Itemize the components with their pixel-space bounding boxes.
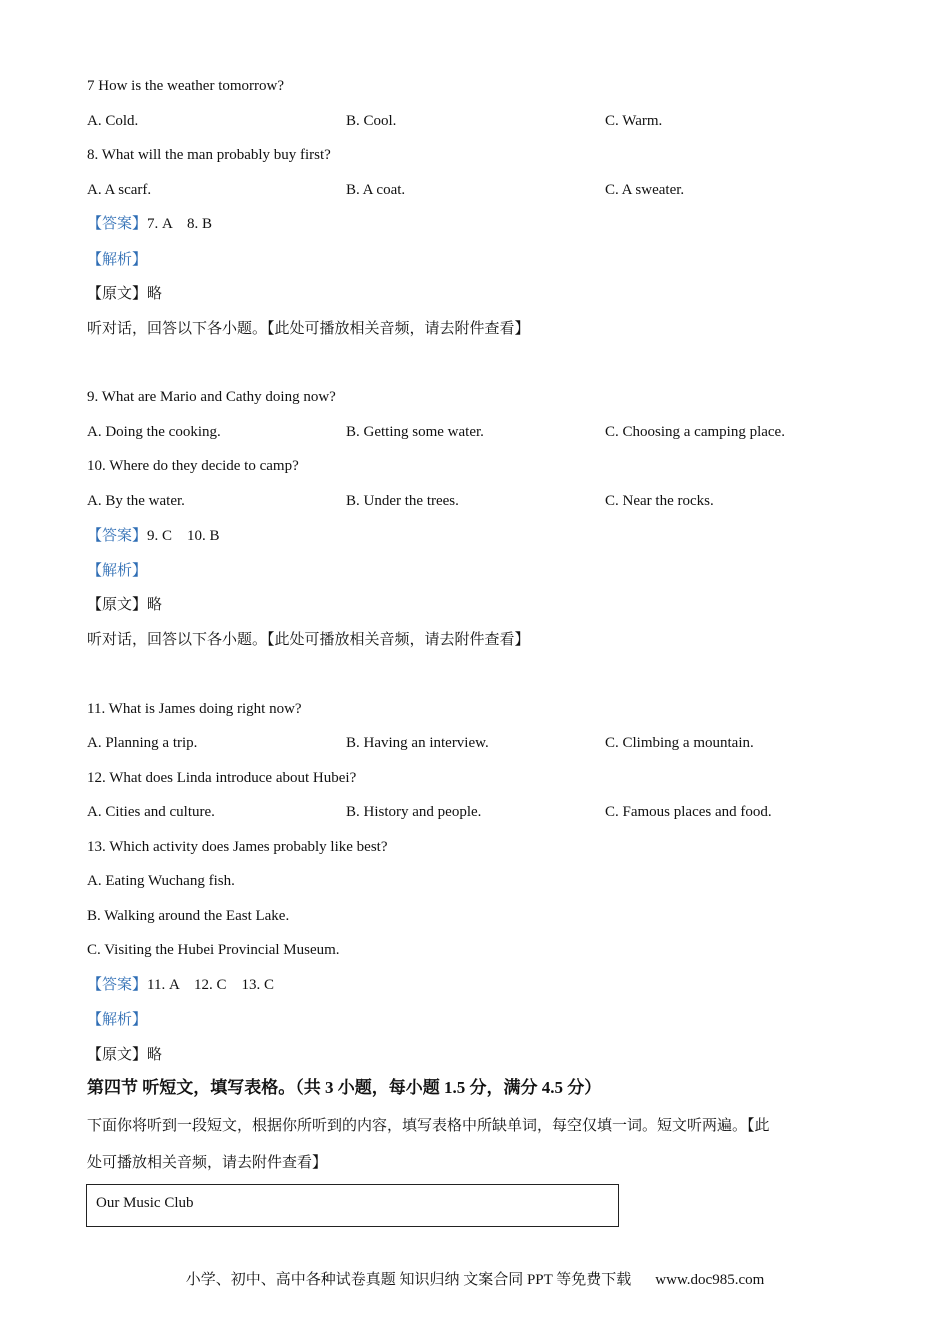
option-11b: B. Having an interview. [346,735,489,751]
footer-link[interactable]: www.doc985.com [655,1272,765,1288]
instruction-1: 听对话，回答以下各小题。【此处可播放相关音频，请去附件查看】 [87,321,530,337]
option-8c: C. A sweater. [605,182,685,198]
option-10c: C. Near the rocks. [605,493,714,509]
option-13a: A. Eating Wuchang fish. [87,873,235,889]
question-11: 11. What is James doing right now? [87,701,302,717]
explanation-tag-1: 【解析】 [87,252,148,268]
question-13: 13. Which activity does James probably like best? [87,839,388,855]
footer [0,1270,950,1290]
option-10a: A. By the water. [87,493,185,509]
option-13c: C. Visiting the Hubei Provincial Museum. [87,942,340,958]
answer-2 [87,526,220,546]
option-9a: A. Doing the cooking. [87,424,221,440]
answer-tag: 【答案】 [87,216,148,232]
question-12: 12. What does Linda introduce about Hubei? [87,770,357,786]
answer-tag: 【答案】 [87,528,148,544]
answer-text: 7. A 8. B [147,216,213,232]
option-11a: A. Planning a trip. [87,735,198,751]
table-title: Our Music Club [96,1195,194,1211]
answer-text: 9. C 10. B [147,528,220,544]
footer-text: 小学、初中、高中各种试卷真题 知识归纳 文案合同 PPT 等免费下载 [185,1272,632,1288]
section-4-heading: 第四节 听短文，填写表格。（共 3 小题，每小题 1.5 分，满分 4.5 分） [87,1078,602,1097]
option-9b: B. Getting some water. [346,424,484,440]
question-9: 9. What are Mario and Cathy doing now? [87,389,336,405]
option-8b: B. A coat. [346,182,406,198]
explanation-tag-2: 【解析】 [87,563,148,579]
option-12a: A. Cities and culture. [87,804,215,820]
option-11c: C. Climbing a mountain. [605,735,754,751]
section-4-instruction-line-2: 处可播放相关音频，请去附件查看】 [87,1155,328,1171]
option-12c: C. Famous places and food. [605,804,772,820]
option-7a: A. Cold. [87,113,139,129]
table-box [86,1184,619,1227]
answer-text: 11. A 12. C 13. C [147,977,274,993]
option-10b: B. Under the trees. [346,493,459,509]
answer-1 [87,214,212,234]
question-8: 8. What will the man probably buy first? [87,147,331,163]
answer-3 [87,975,274,995]
option-9c: C. Choosing a camping place. [605,424,785,440]
option-7c: C. Warm. [605,113,663,129]
option-13b: B. Walking around the East Lake. [87,908,290,924]
original-text-2: 【原文】略 [87,597,163,613]
question-10: 10. Where do they decide to camp? [87,458,299,474]
section-4-instruction-line-1: 下面你将听到一段短文，根据你所听到的内容，填写表格中所缺单词，每空仅填一词。短文听两遍。【此 [87,1118,770,1134]
question-7: 7 How is the weather tomorrow? [87,78,285,94]
option-12b: B. History and people. [346,804,482,820]
explanation-tag-3: 【解析】 [87,1012,148,1028]
instruction-2: 听对话，回答以下各小题。【此处可播放相关音频，请去附件查看】 [87,632,530,648]
original-text-1: 【原文】略 [87,286,163,302]
option-7b: B. Cool. [346,113,397,129]
original-text-3: 【原文】略 [87,1047,163,1063]
answer-tag: 【答案】 [87,977,148,993]
option-8a: A. A scarf. [87,182,152,198]
